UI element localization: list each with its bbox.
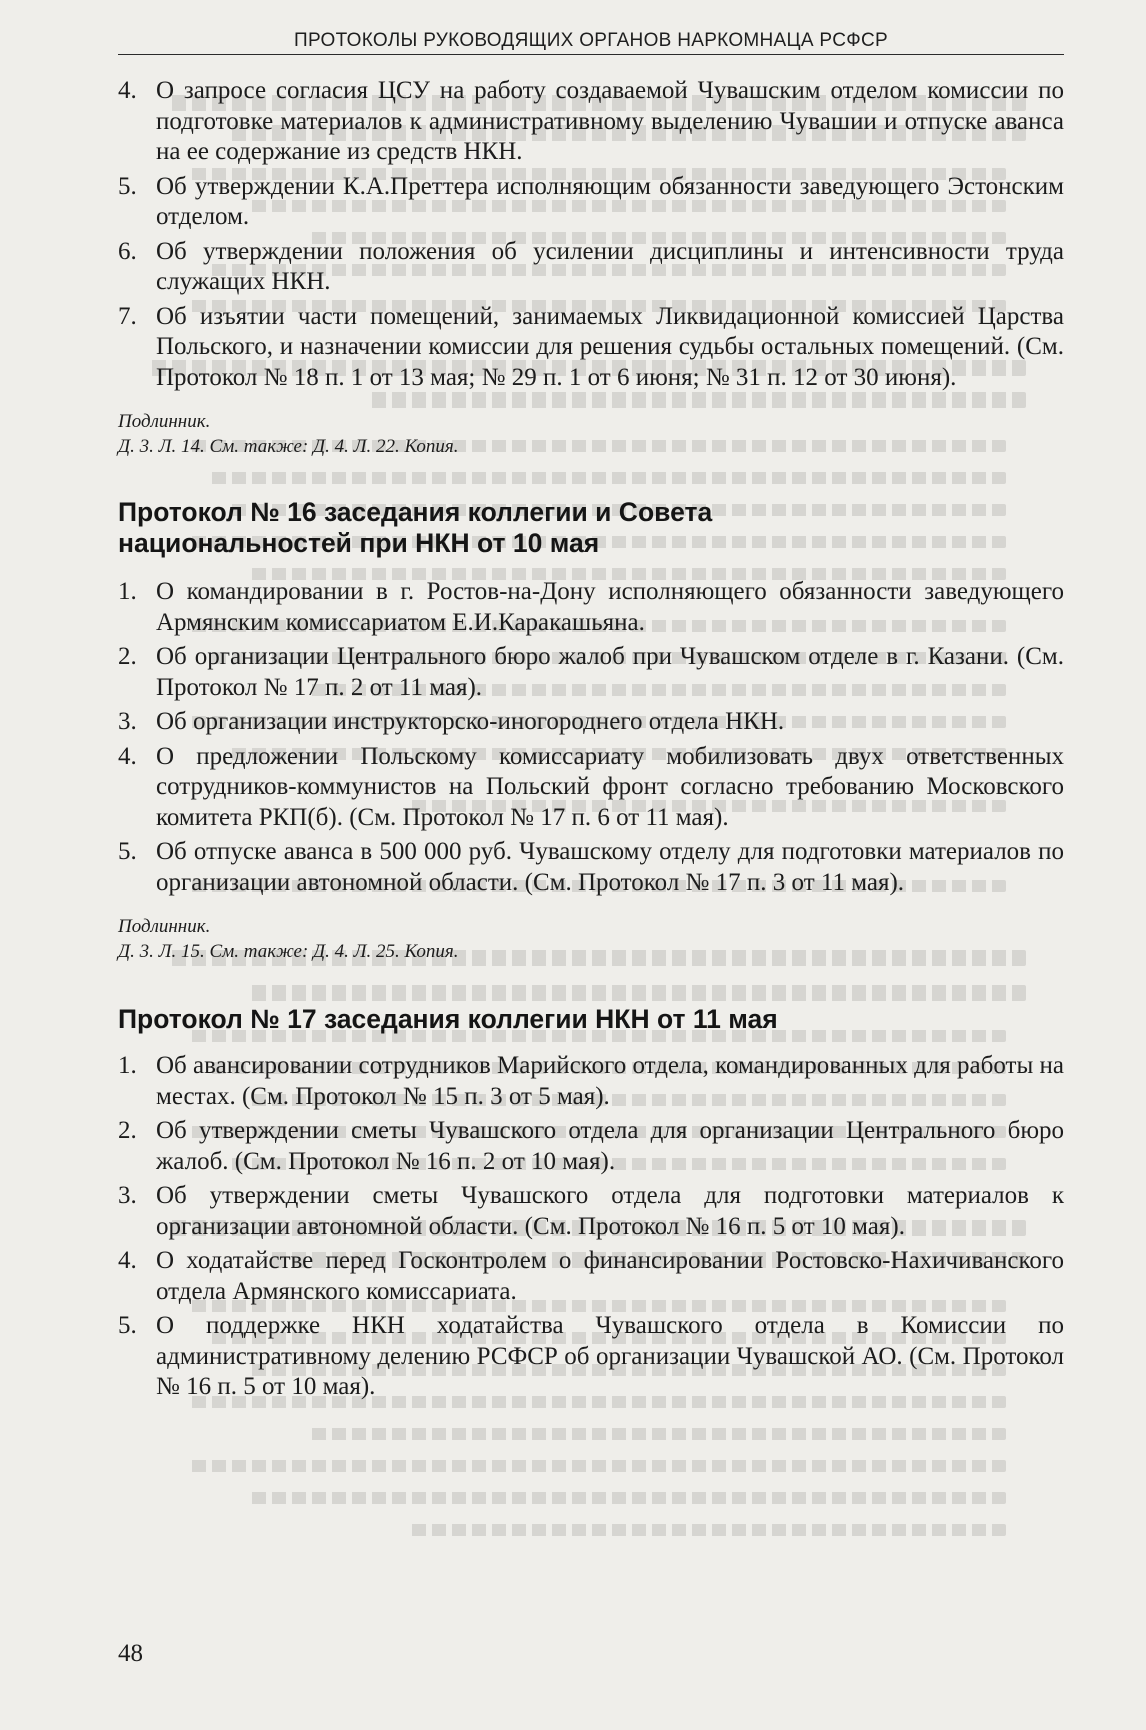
page-content — [118, 76, 1064, 1407]
header-rule — [118, 54, 1064, 55]
item-text: Об изъятии части помещений, занимаемых Ликвидационной комиссией Царства Польского, и назначении комиссии для решения судьбы остальных помещений. (См. Протокол № 18 п. 1 от 13 мая; № 29 п. 1 от 6 июня; № 31 п. 12 от 30 июня). — [156, 302, 1064, 391]
archival-source-note — [118, 409, 1064, 459]
protocol-17-items — [118, 1051, 1064, 1403]
protocol-17-heading: Протокол № 17 заседания коллегии НКН от 11 мая — [118, 1004, 778, 1034]
protocol-16-title-line-2: национальностей при НКН от 10 мая — [118, 528, 600, 558]
item-text: О командировании в г. Ростов-на-Дону исполняющего обязанности заведующего Армянским комиссариатом Е.И.Каракашьяна. — [156, 578, 1064, 636]
protocol-16-heading — [118, 497, 1064, 559]
item-text: О поддержке НКН ходатайства Чувашского отдела в Комиссии по административному делению РСФСР об организации Чувашской АО. (См. Протокол № 16 п. 5 от 10 мая). — [156, 1312, 1064, 1400]
item-number: 2. — [118, 643, 137, 670]
list-item — [118, 837, 1064, 898]
list-item — [118, 1246, 1064, 1307]
item-text: Об отпуске аванса в 500 000 руб. Чувашскому отделу для подготовки материалов по организации автономной области. (См. Протокол № 17 п. 3 от 11 мая). — [156, 838, 1064, 896]
list-item — [118, 1116, 1064, 1177]
list-item — [118, 1181, 1064, 1242]
list-item — [118, 1311, 1064, 1403]
list-item — [118, 76, 1064, 168]
item-number: 5. — [118, 172, 137, 200]
item-text: О запросе согласия ЦСУ на работу создаваемой Чувашским отделом комиссии по подготовке материалов к административному выделению Чувашии и отпуске аванса на ее содержание из средств НКН. — [156, 77, 1064, 165]
protocol-16-title-line-1: Протокол № 16 заседания коллегии и Совета — [118, 497, 713, 527]
source-label: Подлинник. — [118, 916, 211, 937]
list-item — [118, 707, 1064, 738]
item-number: 1. — [118, 1052, 137, 1079]
item-text: Об утверждении сметы Чувашского отдела для организации Центрального бюро жалоб. (См. Протокол № 16 п. 2 от 10 мая). — [156, 1117, 1064, 1175]
protocol-16-items — [118, 577, 1064, 898]
item-text: Об организации Центрального бюро жалоб при Чувашском отделе в г. Казани. (См. Протокол № 17 п. 2 от 11 мая). — [156, 643, 1064, 701]
item-number: 6. — [118, 237, 137, 265]
list-item — [118, 237, 1064, 298]
list-item — [118, 642, 1064, 703]
item-text: Об авансировании сотрудников Марийского отдела, командированных для работы на местах. (См. Протокол № 15 п. 3 от 5 мая). — [156, 1052, 1064, 1110]
item-number: 3. — [118, 708, 137, 735]
item-text: Об утверждении К.А.Преттера исполняющим обязанности заведующего Эстонским отделом. — [156, 172, 1064, 230]
source-reference: Д. 3. Л. 14. См. также: Д. 4. Л. 22. Копия. — [118, 436, 459, 457]
item-number: 4. — [118, 77, 137, 104]
item-number: 5. — [118, 1312, 137, 1339]
item-text: О ходатайстве перед Госконтролем о финансировании Ростовско-Нахичиванского отдела Армянского комиссариата. — [156, 1247, 1064, 1305]
item-number: 4. — [118, 742, 137, 770]
archival-source-note — [118, 914, 1064, 964]
item-text: О предложении Польскому комиссариату мобилизовать двух ответственных сотрудников-коммунистов на Польский фронт согласно требованию Московского комитета РКП(б). (См. Протокол № 17 п. 6 от 11 мая). — [156, 742, 1064, 831]
item-number: 2. — [118, 1117, 137, 1144]
page-number: 48 — [118, 1640, 143, 1667]
list-item — [118, 1051, 1064, 1112]
running-header: ПРОТОКОЛЫ РУКОВОДЯЩИХ ОРГАНОВ НАРКОМНАЦА РСФСР — [294, 30, 888, 51]
source-reference: Д. 3. Л. 15. См. также: Д. 4. Л. 25. Копия. — [118, 941, 459, 962]
item-number: 5. — [118, 838, 137, 865]
list-item — [118, 172, 1064, 233]
list-item — [118, 742, 1064, 834]
item-number: 3. — [118, 1182, 137, 1209]
item-text: Об утверждении положения об усилении дисциплины и интенсивности труда служащих НКН. — [156, 237, 1064, 295]
list-item — [118, 302, 1064, 394]
item-number: 4. — [118, 1247, 137, 1274]
item-number: 1. — [118, 578, 137, 605]
continued-protocol-items — [118, 76, 1064, 393]
list-item — [118, 577, 1064, 638]
item-text: Об организации инструкторско-иногороднего отдела НКН. — [156, 708, 785, 735]
item-number: 7. — [118, 302, 137, 330]
item-text: Об утверждении сметы Чувашского отдела для подготовки материалов к организации автономной области. (См. Протокол № 16 п. 5 от 10 мая). — [156, 1182, 1064, 1240]
source-label: Подлинник. — [118, 411, 211, 432]
